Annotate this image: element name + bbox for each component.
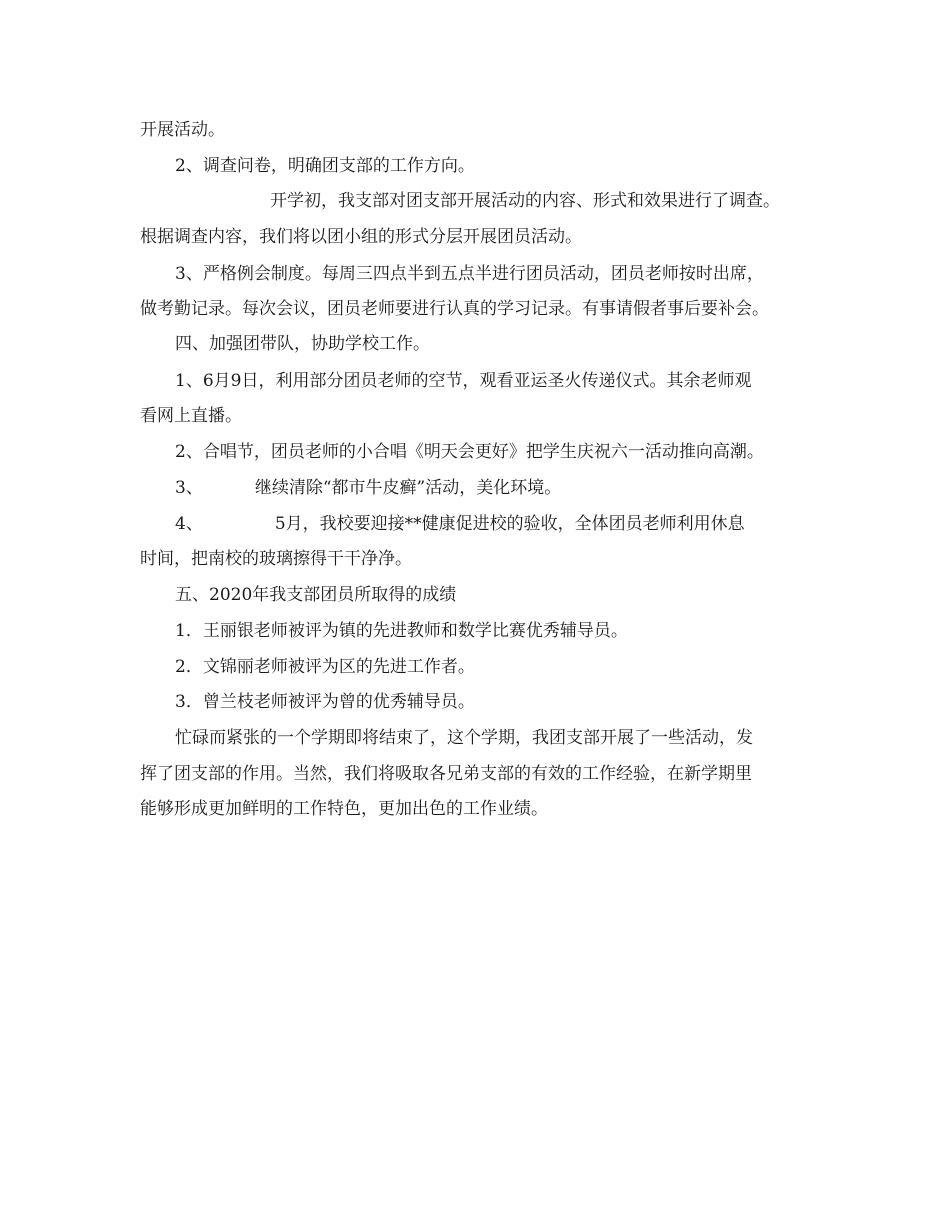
section-heading-4: 四、加强团带队，协助学校工作。 [175,334,430,354]
paragraph-line: 根据调查内容，我们将以团小组的形式分层开展团员活动。 [140,227,582,247]
paragraph-line: 时间，把南校的玻璃擦得干干净净。 [140,549,412,569]
paragraph-line: 挥了团支部的作用。当然，我们将吸取各兄弟支部的有效的工作经验，在新学期里 [140,764,752,784]
paragraph-line: 做考勤记录。每次会议，团员老师要进行认真的学习记录。有事请假者事后要补会。 [140,299,769,319]
list-item-june: 1、6月9日，利用部分团员老师的空节，观看亚运圣火传递仪式。其余老师观 [175,371,752,391]
list-marker: 4、 [175,514,203,534]
paragraph-line: 看网上直播。 [140,406,242,426]
achievement-item: 1．王丽银老师被评为镇的先进教师和数学比赛优秀辅导员。 [175,621,628,641]
paragraph-line: 开展活动。 [140,120,225,140]
list-item-survey: 2、调查问卷，明确团支部的工作方向。 [175,156,475,176]
paragraph-line: 能够形成更加鲜明的工作特色，更加出色的工作业绩。 [140,799,548,819]
list-marker: 3、 [175,478,203,498]
list-item-meeting: 3、严格例会制度。每周三四点半到五点半进行团员活动，团员老师按时出席， [175,264,764,284]
list-item-cleanup: 3、 继续清除“都市牛皮癣”活动，美化环境。 [175,478,562,498]
achievement-item: 2．文锦丽老师被评为区的先进工作者。 [175,657,475,677]
list-item-choir: 2、合唱节，团员老师的小合唱《明天会更好》把学生庆祝六一活动推向高潮。 [175,442,764,462]
list-item-may: 4、 5月，我校要迎接**健康促进校的验收，全体团员老师利用休息 [175,514,745,534]
achievement-item: 3．曾兰枝老师被评为曾的优秀辅导员。 [175,692,475,712]
closing-paragraph: 忙碌而紧张的一个学期即将结束了，这个学期，我团支部开展了一些活动，发 [175,728,753,748]
paragraph-line: 开学初，我支部对团支部开展活动的内容、形式和效果进行了调查。 [270,191,780,211]
section-heading-5: 五、2020年我支部团员所取得的成绩 [175,585,457,605]
